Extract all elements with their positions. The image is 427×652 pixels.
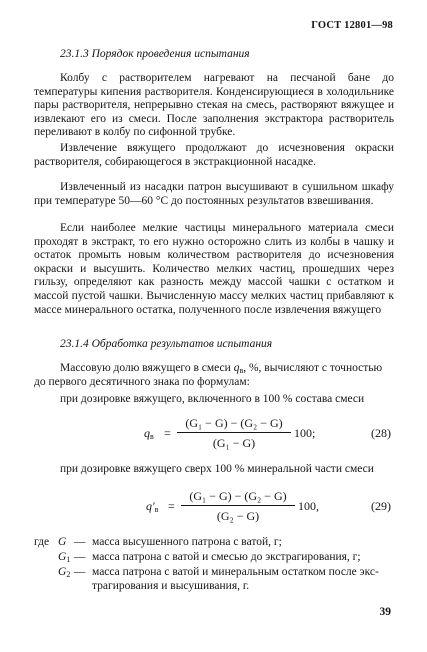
formula-28-equals: = bbox=[164, 426, 171, 440]
formula-29-lhs-sub: в bbox=[154, 505, 159, 514]
intro-text-b: , %, вычисляют с точностью bbox=[243, 362, 383, 374]
glossary-symbol-g bbox=[58, 536, 66, 552]
glossary-text-g1: масса патрона с ватой и смесью до экстрагирования, г; bbox=[92, 551, 361, 563]
intro-symbol-sub: в bbox=[239, 366, 244, 375]
glossary-symbol-g1-letter: G bbox=[58, 551, 67, 563]
intro-line-2: до первого десятичного знака по формулам: bbox=[34, 376, 250, 388]
formula-28-denominator: (G₁ − G) bbox=[212, 436, 256, 450]
case-2-text: при дозировке вяжущего сверх 100 % минеральной части смеси bbox=[60, 463, 374, 475]
formula-29-multiplier: 100, bbox=[298, 499, 319, 513]
equation-number-29: (29) bbox=[371, 499, 391, 513]
paragraph-extraction: Извлечение вяжущего продолжают до исчезновения окраски растворителя, собирающегося в экстракционной насадке. bbox=[34, 142, 394, 168]
glossary-symbol-g2-letter: G bbox=[58, 566, 67, 578]
glossary-where: где bbox=[34, 536, 50, 548]
section-title-processing: 23.1.4 Обработка результатов испытания bbox=[60, 338, 273, 350]
glossary-symbol-g2-sub: 2 bbox=[66, 570, 71, 579]
page-number: 39 bbox=[379, 606, 391, 618]
formula-29-numerator: (G₁ − G) − (G₂ − G) bbox=[189, 489, 287, 503]
paragraph-drying: Извлеченный из насадки патрон высушивают в сушильном шкафу при температуре 50—60 °С до постоянных результатов взвешивания. bbox=[34, 181, 394, 207]
formula-29-lhs bbox=[146, 499, 158, 514]
intro-text-a: Массовую долю вяжущего в смеси bbox=[60, 362, 231, 374]
intro-line-1 bbox=[60, 362, 382, 375]
formula-29-fraction-bar bbox=[181, 505, 295, 506]
glossary-dash-g1: — bbox=[74, 551, 86, 563]
formula-28-fraction-bar bbox=[177, 432, 291, 433]
glossary-symbol-g1-sub: 1 bbox=[66, 555, 71, 564]
formula-29-denominator: (G₂ − G) bbox=[216, 509, 260, 523]
intro-symbol: q bbox=[233, 362, 240, 374]
glossary-symbol-g2 bbox=[58, 566, 70, 582]
equation-number-28: (28) bbox=[371, 426, 391, 440]
paragraph-heating: Колбу с растворителем нагревают на песчаной бане до температуры кипения растворителя. Конденсирующиеся в холодильнике пары растворителя, непрерывно стекая на смесь, растворяют вяжущее и извлекают его из смеси. После заполнения экстрактора растворитель переливают в колбу по сифонной трубке. bbox=[34, 72, 394, 139]
glossary-symbol-g1 bbox=[58, 551, 70, 567]
formula-28-multiplier: 100; bbox=[294, 426, 316, 440]
section-title-procedure: 23.1.3 Порядок проведения испытания bbox=[60, 48, 250, 60]
glossary-symbol-g-letter: G bbox=[58, 536, 67, 548]
glossary-continuation: трагирования и высушивания, г. bbox=[92, 580, 250, 592]
case-1-text: при дозировке вяжущего, включенного в 100 % состава смеси bbox=[60, 393, 365, 405]
glossary-text-g: масса высушенного патрона с ватой, г; bbox=[92, 536, 282, 548]
formula-28-lhs bbox=[144, 426, 154, 441]
formula-28-numerator: (G₁ − G) − (G₂ − G) bbox=[185, 416, 283, 430]
paragraph-fine-particles: Если наиболее мелкие частицы минерального материала смеси проходят в экстракт, то его нужно осторожно слить из колбы в чашку и остаток промыть новым количеством растворителя до исчезновения окраски и высушить. Количество мелких частиц, прошедших через гильзу, определяют как разность между массой чашки с остатком и массой пустой чашки. Вычисленную массу мелких частиц прибавляют к массе минерального остатка, полученного после извлечения вяжущего bbox=[34, 222, 394, 316]
formula-28-lhs-symbol: q bbox=[144, 426, 150, 440]
glossary-dash-g: — bbox=[74, 536, 86, 548]
standard-code-header: ГОСТ 12801—98 bbox=[311, 20, 393, 31]
glossary-dash-g2: — bbox=[74, 566, 86, 578]
glossary-text-g2: масса патрона с ватой и минеральным остатком после экс- bbox=[92, 566, 379, 578]
formula-28-lhs-sub: в bbox=[150, 432, 154, 441]
formula-29-lhs-symbol: q′ bbox=[146, 499, 155, 513]
formula-29-equals: = bbox=[168, 499, 175, 513]
